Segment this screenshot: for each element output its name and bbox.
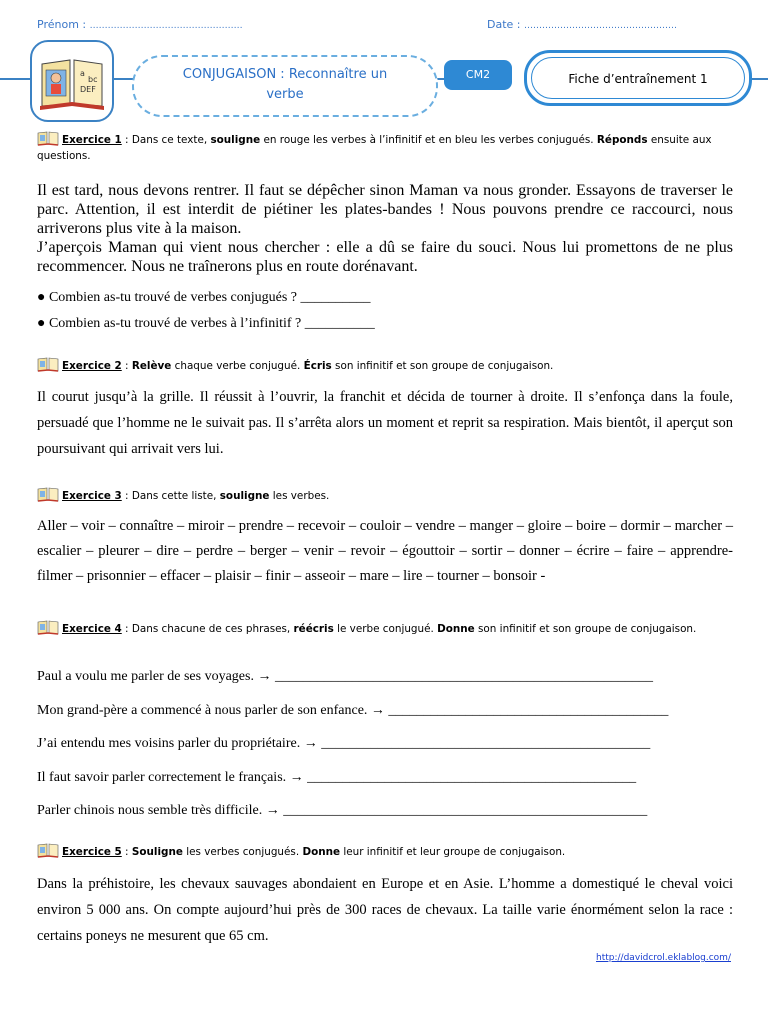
instruction-text: Dans cette liste, [131, 490, 220, 502]
separator: : [121, 490, 132, 502]
exercise-4-sentence-1: Paul a voulu me parler de ses voyages. → ______________________________________________________ [37, 669, 653, 684]
instruction-verb: réécris [293, 623, 334, 635]
instruction-verb: Écris [303, 360, 332, 372]
exercise-5-text: Dans la préhistoire, les chevaux sauvages abondaient en Europe et en Asie. L’homme a domestiqué le cheval voici environ 5 000 ans. On compte aujourd’hui près de 300 races de chevaux. La taille varie énormément selon la race : certains poneys ne mesurent que 65 cm. [37, 876, 733, 944]
separator: : [121, 134, 132, 146]
instruction-text: les verbes. [269, 490, 330, 502]
exercise-1-paragraph-2: J’aperçois Maman qui vient nous chercher : elle a dû se faire du souci. Nous lui promettons de ne plus recommencer. Nous ne traînerons plus en route dorénavant. [37, 239, 733, 275]
level-badge: CM2 [444, 60, 512, 90]
instruction-text: Dans chacune de ces phrases, [131, 623, 294, 635]
exercise-3-label: Exercice 3 [62, 490, 122, 502]
title-box [132, 55, 438, 117]
book-icon [37, 619, 59, 635]
instruction-text: son infinitif et son groupe de conjugaison. [331, 360, 554, 372]
exercise-1-instructions [37, 130, 737, 164]
exercise-1-label: Exercice 1 [62, 134, 122, 146]
title-line-2: verbe [266, 87, 304, 102]
date-dots: …………………………………………… [524, 21, 677, 31]
book-icon [37, 356, 59, 372]
exercise-2-instructions [37, 356, 737, 374]
prenom-dots: …………………………………………… [89, 21, 243, 31]
instruction-text: ensuite aux questions. [37, 134, 712, 162]
exercise-3-instructions [37, 486, 737, 504]
question-1: ● Combien as-tu trouvé de verbes conjugués ? __________ [37, 290, 371, 305]
exercise-2-text: Il courut jusqu’à la grille. Il réussit à l’ouvrir, la franchit et décida de tourner à droite. Il s’enfonça dans la foule, persuadé que l’homme ne le suivait pas. Il s’arrêta alors un moment et reprit sa respiration. Mais bientôt, il aperçut son poursuivant qui arrivait vers lui. [37, 389, 733, 457]
footer-link[interactable]: http://davidcrol.eklablog.com/ [596, 953, 731, 963]
exercise-4-instructions [37, 619, 737, 637]
instruction-verb: Réponds [596, 134, 648, 146]
instruction-verb: Relève [131, 360, 172, 372]
instruction-verb: souligne [210, 134, 261, 146]
date-field [487, 18, 677, 31]
exercise-4-sentence-3: J’ai entendu mes voisins parler du propriétaire. → _______________________________________________ [37, 736, 651, 751]
instruction-text: Dans ce texte, [131, 134, 211, 146]
exercise-4-sentence-2: Mon grand-père a commencé à nous parler de son enfance. → ________________________________________ [37, 703, 669, 718]
instruction-text: chaque verbe conjugué. [171, 360, 304, 372]
exercise-5-instructions [37, 842, 737, 860]
date-label: Date : [487, 18, 521, 31]
instruction-text: en rouge les verbes à l’infinitif et en bleu les verbes conjugués. [260, 134, 597, 146]
book-icon [37, 842, 59, 858]
book-icon [32, 42, 112, 120]
svg-text:bc: bc [88, 75, 98, 84]
instruction-verb: souligne [219, 490, 270, 502]
instruction-text: les verbes conjugués. [182, 846, 303, 858]
exercise-4-label: Exercice 4 [62, 623, 122, 635]
title-line-1: CONJUGAISON : Reconnaître un [182, 67, 388, 82]
instruction-text: son infinitif et son groupe de conjugaison. [474, 623, 697, 635]
sheet-badge [524, 50, 752, 106]
instruction-verb: Souligne [131, 846, 183, 858]
exercise-5-label: Exercice 5 [62, 846, 122, 858]
exercise-1-text [37, 181, 733, 276]
separator: : [121, 846, 132, 858]
sheet-title: Fiche d’entraînement 1 [531, 57, 745, 99]
separator: : [121, 623, 132, 635]
exercise-3-word-list: Aller – voir – connaître – miroir – prendre – recevoir – couloir – vendre – manger – gloire – boire – dormir – marcher – escalier – pleurer – dire – perdre – berger – venir – revoir – égouttoir – sortir – donner – écrire – faire – apprendre- filmer – prisonnier – effacer – plaisir – finir – asseoir – mare – lire – tourner – bonsoir - [37, 518, 733, 584]
exercise-4-sentence-5: Parler chinois nous semble très difficile. → ____________________________________________________ [37, 803, 648, 818]
book-logo [30, 40, 114, 122]
instruction-verb: Donne [302, 846, 341, 858]
prenom-label: Prénom : [37, 18, 87, 31]
instruction-verb: Donne [437, 623, 475, 635]
instruction-text: le verbe conjugué. [333, 623, 438, 635]
svg-text:DEF: DEF [80, 85, 96, 94]
book-icon [37, 486, 59, 502]
separator: : [121, 360, 132, 372]
svg-text:a: a [80, 69, 85, 78]
prenom-field [37, 18, 243, 31]
instruction-text: leur infinitif et leur groupe de conjugaison. [340, 846, 566, 858]
exercise-2-label: Exercice 2 [62, 360, 122, 372]
exercise-1-paragraph-1: Il est tard, nous devons rentrer. Il faut se dépêcher sinon Maman va nous gronder. Essayons de traverser le parc. Attention, il est interdit de piétiner les plates-bandes ! Nous pouvons prendre ce raccourci, nous arriverons plus vite à la maison. [37, 182, 733, 237]
book-icon [37, 130, 59, 146]
question-2: ● Combien as-tu trouvé de verbes à l’infinitif ? __________ [37, 316, 375, 331]
exercise-4-sentence-4: Il faut savoir parler correctement le français. → _______________________________________________ [37, 770, 637, 785]
header-line-left [0, 78, 32, 80]
